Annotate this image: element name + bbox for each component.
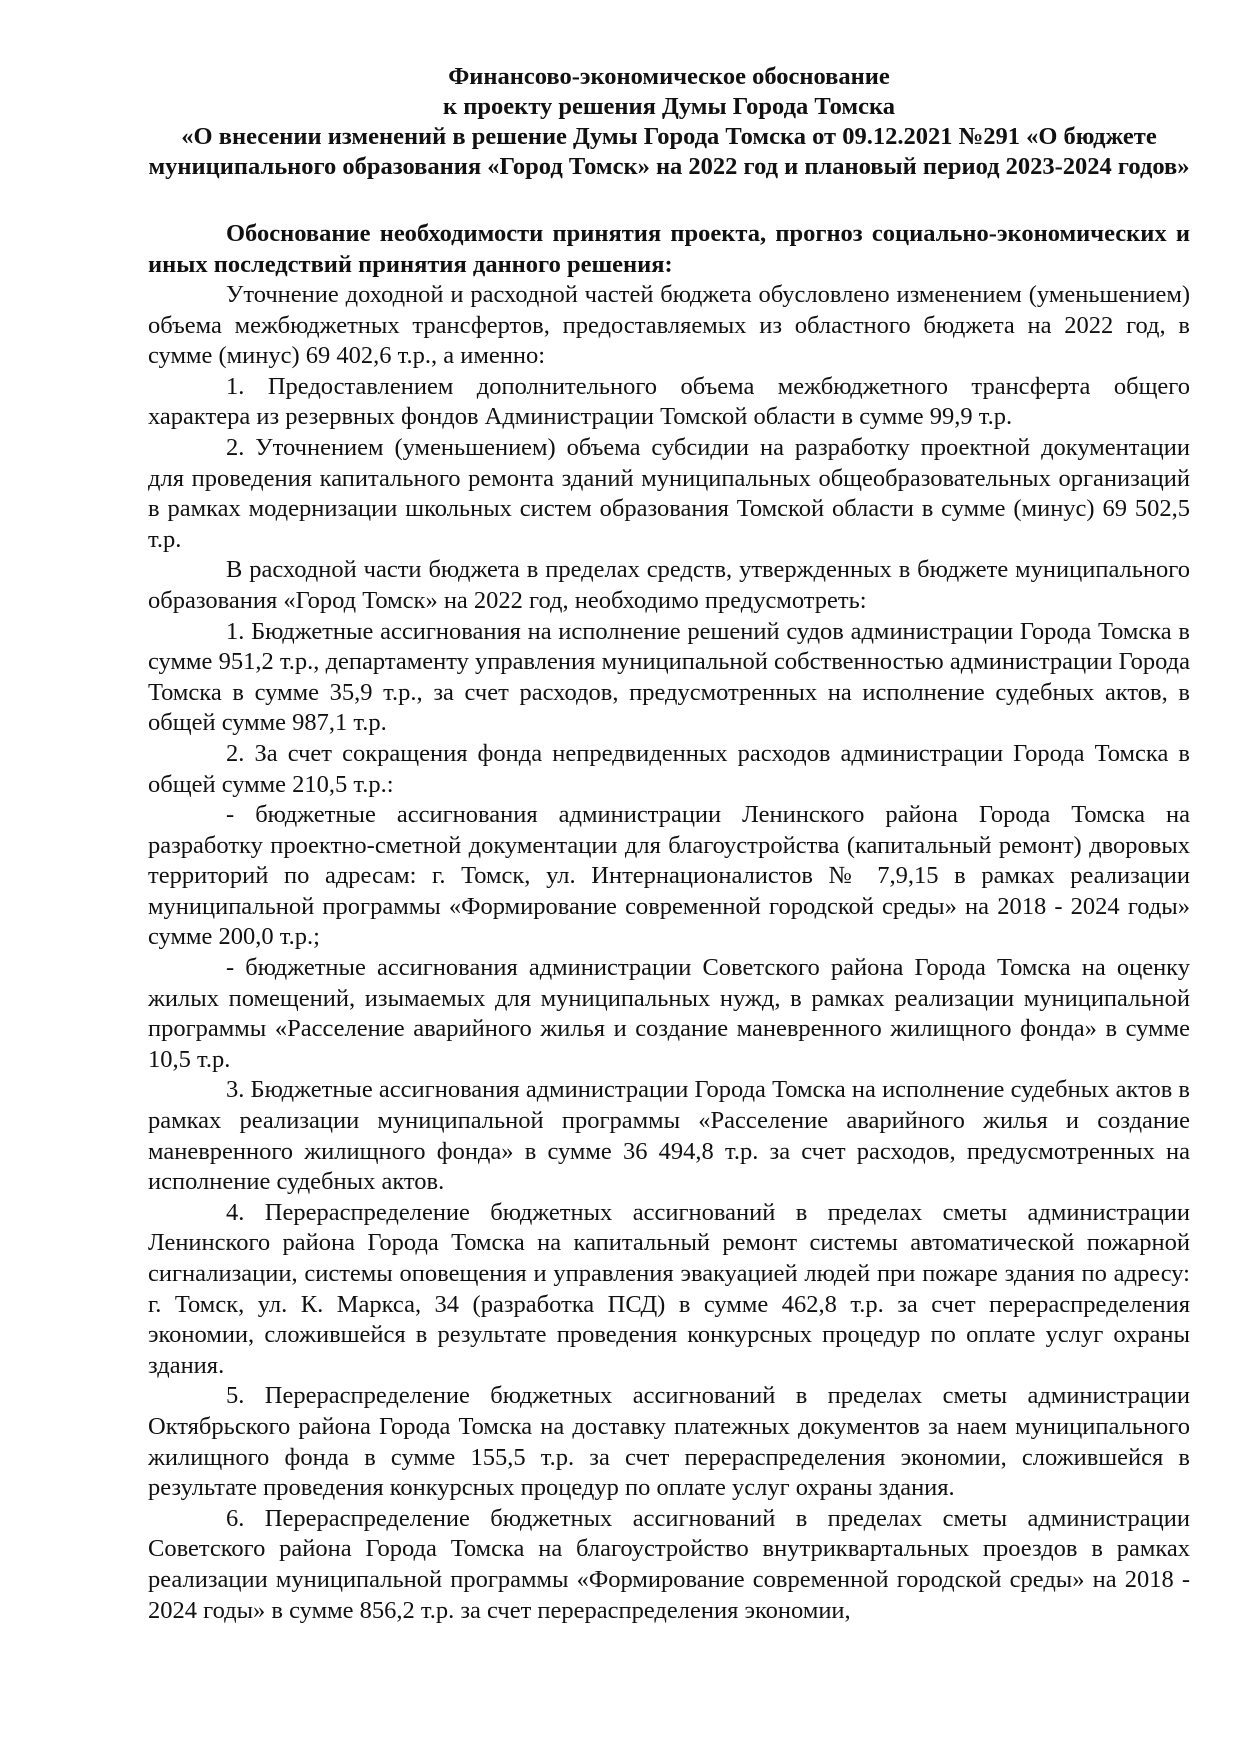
paragraph: 4. Перераспределение бюджетных ассигнований в пределах сметы администрации Ленинского района Города Томска на капитальный ремонт системы автоматической пожарной сигнализации, системы оповещения и управления эвакуацией людей при пожаре здания по адресу: г. Томск, ул. К. Маркса, 34 (разработка ПСД) в сумме 462,8 т.р. за счет перераспределения экономии, сложившейся в результате проведения конкурсных процедур по оплате услуг охраны здания. <box>148 1198 1190 1379</box>
document-body <box>148 62 1190 1626</box>
paragraph: 2. За счет сокращения фонда непредвиденных расходов администрации Города Томска в общей сумме 210,5 т.р.: <box>148 739 1190 798</box>
paragraph: - бюджетные ассигнования администрации Советского района Города Томска на оценку жилых помещений, изымаемых для муниципальных нужд, в рамках реализации муниципальной программы «Расселение аварийного жилья и создание маневренного жилищного фонда» в сумме 10,5 т.р. <box>148 954 1190 1073</box>
paragraph: - бюджетные ассигнования администрации Ленинского района Города Томска на разработку проектно-сметной документации для благоустройства (капитальный ремонт) дворовых территорий по адресам: г. Томск, ул. Интернационалистов № 7,9,15 в рамках реализации муниципальной программы «Формирование современной городской среды» на 2018 - 2024 годы» сумме 200,0 т.р.; <box>148 801 1190 951</box>
paragraph: 1. Предоставлением дополнительного объема межбюджетного трансферта общего характера из резервных фондов Администрации Томской области в сумме 99,9 т.р. <box>148 372 1190 431</box>
paragraph: Уточнение доходной и расходной частей бюджета обусловлено изменением (уменьшением) объема межбюджетных трансфертов, предоставляемых из областного бюджета на 2022 год, в сумме (минус) 69 402,6 т.р., а именно: <box>148 281 1190 370</box>
paragraph: 5. Перераспределение бюджетных ассигнований в пределах сметы администрации Октябрьского района Города Томска на доставку платежных документов за наем муниципального жилищного фонда в сумме 155,5 т.р. за счет перераспределения экономии, сложившейся в результате проведения конкурсных процедур по оплате услуг охраны здания. <box>148 1382 1190 1502</box>
section-heading: Обоснование необходимости принятия проекта, прогноз социально-экономических и иных последствий принятия данного решения: <box>148 220 1190 278</box>
document-title <box>148 62 1190 182</box>
title-line: «О внесении изменений в решение Думы Города Томска от 09.12.2021 №291 «О бюджете муниципального образования «Город Томск» на 2022 год и плановый период 2023-2024 годов» <box>148 123 1190 180</box>
paragraph: 1. Бюджетные ассигнования на исполнение решений судов администрации Города Томска в сумме 951,2 т.р., департаменту управления муниципальной собственностью администрации Города Томска в сумме 35,9 т.р., за счет расходов, предусмотренных на исполнение судебных актов, в общей сумме 987,1 т.р. <box>148 617 1190 737</box>
paragraph: 2. Уточнением (уменьшением) объема субсидии на разработку проектной документации для проведения капитального ремонта зданий муниципальных общеобразовательных организаций в рамках модернизации школьных систем образования Томской области в сумме (минус) 69 502,5 т.р. <box>148 433 1190 553</box>
paragraph: 3. Бюджетные ассигнования администрации Города Томска на исполнение судебных актов в рамках реализации муниципальной программы «Расселение аварийного жилья и создание маневренного жилищного фонда» в сумме 36 494,8 т.р. за счет расходов, предусмотренных на исполнение судебных актов. <box>148 1076 1190 1196</box>
paragraph: В расходной части бюджета в пределах средств, утвержденных в бюджете муниципального образования «Город Томск» на 2022 год, необходимо предусмотреть: <box>148 556 1190 614</box>
paragraph: 6. Перераспределение бюджетных ассигнований в пределах сметы администрации Советского района Города Томска на благоустройство внутриквартальных проездов в рамках реализации муниципальной программы «Формирование современной городской среды» на 2018 - 2024 годы» в сумме 856,2 т.р. за счет перераспределения экономии, <box>148 1504 1190 1624</box>
spacer <box>148 182 1190 218</box>
title-line: к проекту решения Думы Города Томска <box>443 93 895 120</box>
title-line: Финансово-экономическое обоснование <box>448 63 890 90</box>
